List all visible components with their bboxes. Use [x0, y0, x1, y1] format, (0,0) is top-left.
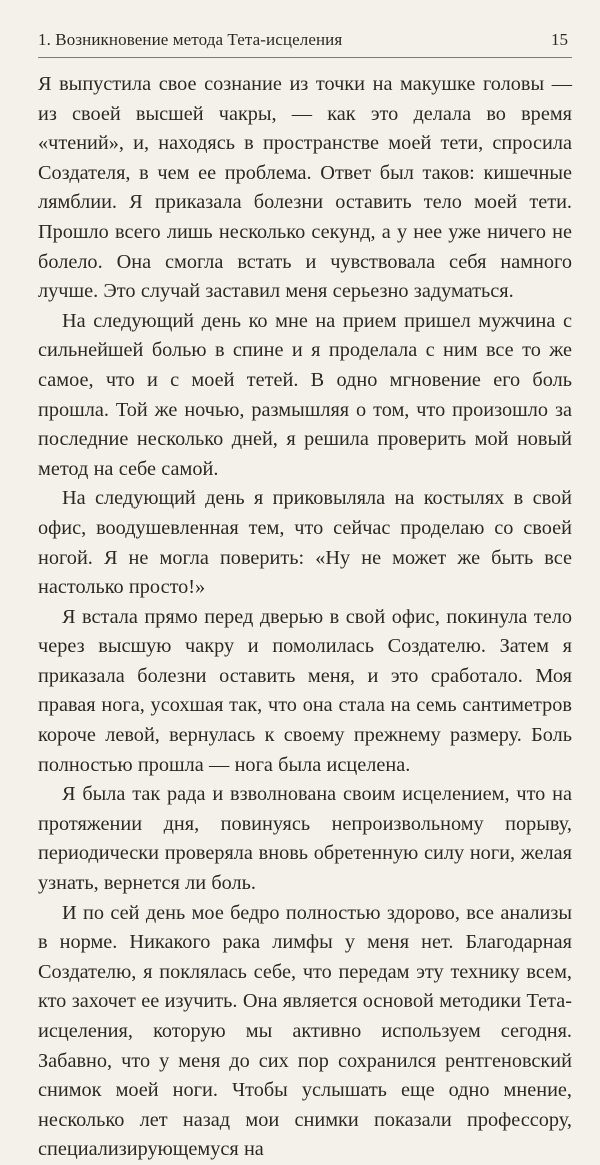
running-header — [38, 30, 572, 58]
book-page — [38, 30, 572, 1161]
page-body-text — [38, 70, 572, 1165]
paragraph-4: Я встала прямо перед дверью в свой офис, покинула тело через высшую чакру и помолилась Создателю. Затем я приказала болезни оставить меня, и это сработало. Моя правая нога, усохшая так, что она стала на семь сантиметров короче левой, вернулась к своему прежнему размеру. Боль полностью прошла — нога была исцелена. — [38, 605, 572, 776]
paragraph-3: На следующий день я приковыляла на костылях в свой офис, воодушевленная тем, что сейчас проделаю со своей ногой. Я не могла поверить: «Ну не может же быть все настолько просто!» — [38, 487, 572, 599]
paragraph-1: Я выпустила свое сознание из точки на макушке головы — из своей высшей чакры, — как это делала во время «чтений», и, находясь в пространстве моей тети, спросила Создателя, в чем ее проблема. Ответ был таков: кишечные лямблии. Я приказала болезни оставить тело моей тети. Прошло всего лишь несколько секунд, а у нее уже ничего не болело. Она смогла встать и чувствовала себя намного лучше. Это случай заставил меня серьезно задуматься. — [38, 73, 572, 303]
page-number: 15 — [551, 30, 568, 49]
paragraph-5: Я была так рада и взволнована своим исцелением, что на протяжении дня, повинуясь непроизвольному порыву, периодически проверяла вновь обретенную силу ноги, желая узнать, вернется ли боль. — [38, 783, 572, 895]
paragraph-2: На следующий день ко мне на прием пришел мужчина с сильнейшей болью в спине и я проделала с ним все то же самое, что и с моей тетей. В одно мгновение его боль прошла. Той же ночью, размышляя о том, что произошло за последние несколько дней, я решила проверить мой новый метод на себе самой. — [38, 309, 572, 480]
paragraph-6: И по сей день мое бедро полностью здорово, все анализы в норме. Никакого рака лимфы у меня нет. Благодарная Создателю, я поклялась себе, что передам эту технику всем, кто захочет ее изучить. Она является основой методики Тета-исцеления, которую мы активно используем сегодня. Забавно, что у меня до сих пор сохранился рентгеновский снимок моей ноги. Чтобы услышать еще одно мнение, несколько лет назад мои снимки показали профессору, специализирующемуся на — [38, 901, 572, 1161]
chapter-title: 1. Возникновение метода Тета-исцеления — [38, 30, 343, 49]
